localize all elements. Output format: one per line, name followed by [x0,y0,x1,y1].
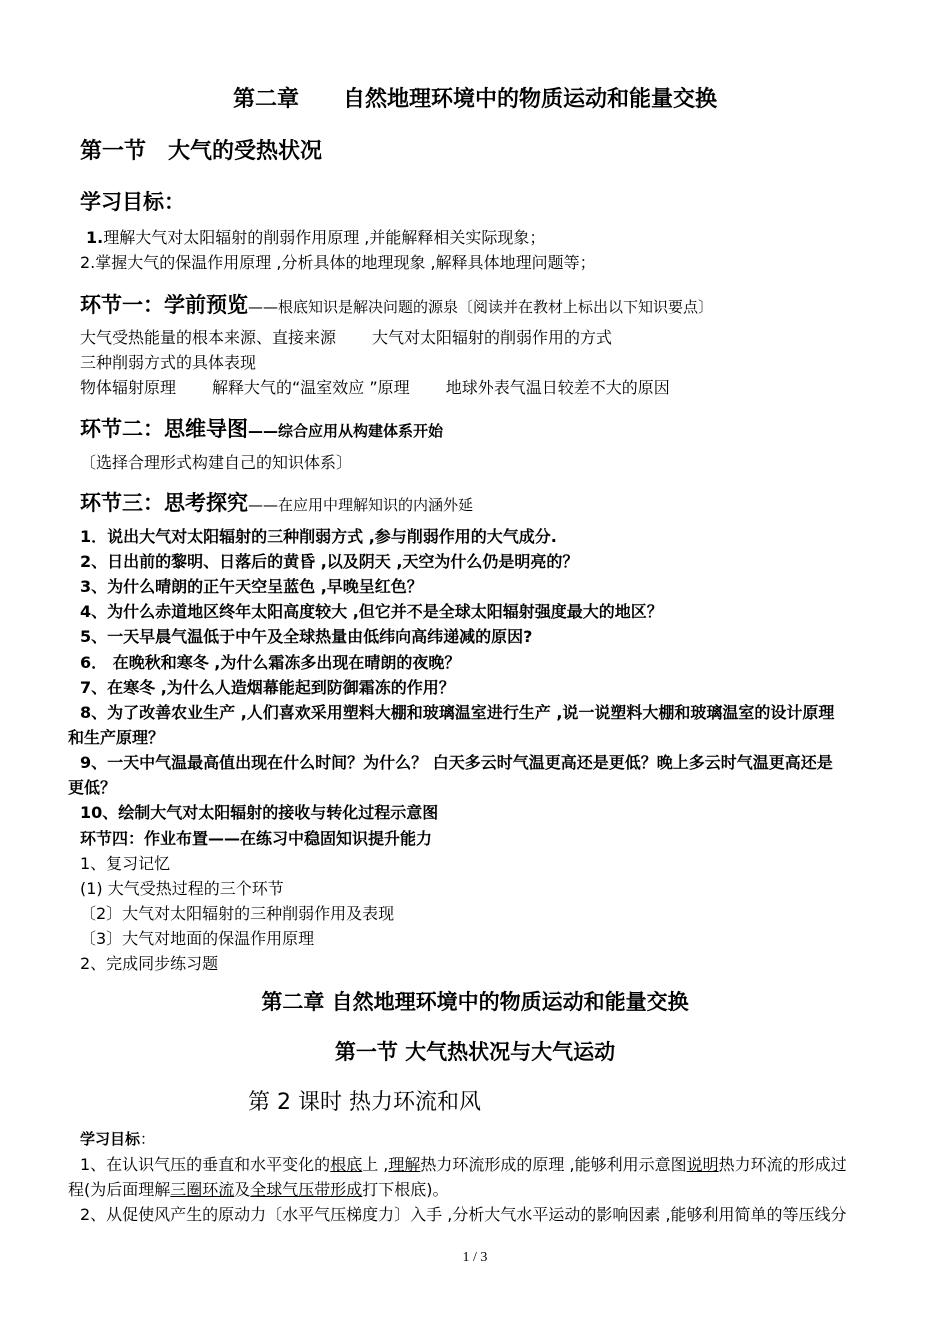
goal2-1-underline-three-cells: 三圈环流 [170,1180,235,1199]
page-number: 1 / 3 [462,1250,488,1265]
step2-heading-line [80,413,443,443]
goal2-1-line2-text-c: 及 [234,1180,251,1199]
goal2-1-text-g: 热力环流的形成过 [718,1155,847,1174]
homework-item-2: 2、完成同步练习题 [80,954,219,973]
goal2-1-line-1 [80,1152,847,1175]
goals-heading: 学习目标： [80,190,185,214]
homework-item-1-2: 〔2〕大气对太阳辐射的三种削弱作用及表现 [80,904,395,923]
question-9-line-2: 更低？ [68,778,117,797]
goal-1-text: 理解大气对太阳辐射的削弱作用原理 ,并能解释相关实际现象； [103,228,546,247]
goal2-2-line-1: 2、从促使风产生的原动力〔水平气压梯度力〕入手 ,分析大气水平运动的影响因素 ,能够利用简单的等压线分 [80,1205,847,1224]
point-energy-source: 大气受热能量的根本来源、直接来源 [80,328,337,347]
goal2-1-line2-text-a: 程(为后面理解 [68,1180,171,1199]
goal2-1-text-a: 1、在认识气压的垂直和水平变化的 [80,1155,331,1174]
section-title: 第一节 大气的受热状况 [80,139,323,164]
question-9-line-1: 9、一天中气温最高值出现在什么时间？为什么？ 白天多云时气温更高还是更低？晚上多云时气温更高还是 [80,753,833,772]
question-2: 2、日出前的黎明、日落后的黄昏 ,以及阴天 ,天空为什么仍是明亮的？ [80,552,579,571]
question-5: 5、一天早晨气温低于中午及全球热量由低纬向高纬递减的原因? [80,627,533,646]
chapter-title: 第二章 自然地理环境中的物质运动和能量交换 [232,87,717,112]
goal2-1-underline-understand: 理解 [388,1155,421,1174]
step1-heading-line [80,289,713,319]
goal2-1-underline-foundation: 根底 [330,1155,363,1174]
section-title-2: 第一节 大气热状况与大气运动 [334,1040,616,1064]
step2-sub: ——综合应用从构建体系开始 [248,422,444,440]
point-diurnal-range: 地球外表气温日较差不大的原因 [445,378,670,397]
goal2-1-line2-text-e: 打下根底)。 [362,1180,449,1199]
point-radiation-principle: 物体辐射原理 [80,378,177,397]
question-1: 1．说出大气对太阳辐射的三种削弱方式 ,参与削弱作用的大气成分. [80,527,557,546]
step4-heading: 环节四：作业布置——在练习中稳固知识提升能力 [80,829,433,848]
goal-1-number: 1. [86,228,104,247]
goal2-1-underline-explain: 说明 [686,1155,719,1174]
step2-heading: 环节二：思维导图 [80,417,248,441]
goal-1 [86,225,545,248]
point-weakening-forms: 三种削弱方式的具体表现 [80,353,257,372]
step1-points-row-3 [80,375,670,398]
step3-heading-line [80,487,473,517]
question-10: 10、绘制大气对太阳辐射的接收与转化过程示意图 [80,803,439,822]
question-3: 3、为什么晴朗的正午天空呈蓝色 ,早晚呈红色？ [80,577,423,596]
goal2-1-text-c: 上 , [362,1155,389,1174]
question-8-line-2: 和生产原理？ [68,728,165,747]
point-greenhouse: 解释大气的“温室效应 ”原理 [212,378,410,397]
homework-item-1-1: (1) 大气受热过程的三个环节 [80,879,284,898]
question-6: 6． 在晚秋和寒冬 ,为什么霜冻多出现在晴朗的夜晚？ [80,653,461,672]
goals-heading-2: 学习目标 [80,1130,141,1148]
homework-item-1: 1、复习记忆 [80,854,171,873]
chapter-title-2: 第二章 自然地理环境中的物质运动和能量交换 [261,990,689,1014]
goal2-1-text-e: 热力环流形成的原理 ,能够利用示意图 [420,1155,687,1174]
lesson-title: 第 2 课时 热力环流和风 [248,1090,481,1115]
step1-sub: ——根底知识是解决问题的源泉〔阅读并在教材上标出以下知识要点〕 [248,298,714,316]
step3-heading: 环节三：思考探究 [80,491,248,515]
question-4: 4、为什么赤道地区终年太阳高度较大 ,但它并不是全球太阳辐射强度最大的地区？ [80,602,663,621]
step1-points-row-1 [80,325,612,348]
goal2-1-underline-pressure-belts: 全球气压带形成 [250,1180,363,1199]
goals-heading-2-colon: ： [140,1130,156,1148]
step2-note: 〔选择合理形式构建自己的知识体系〕 [80,453,353,472]
question-8-line-1: 8、为了改善农业生产 ,人们喜欢采用塑料大棚和玻璃温室进行生产 ,说一说塑料大棚和玻璃温室的设计原理 [80,703,835,722]
goal2-1-line-2 [68,1177,449,1200]
step3-sub: ——在应用中理解知识的内涵外延 [248,496,474,514]
goals-heading-2-line [80,1128,155,1149]
step1-heading: 环节一：学前预览 [80,293,248,317]
homework-item-1-3: 〔3〕大气对地面的保温作用原理 [80,929,315,948]
goal-2: 2.掌握大气的保温作用原理 ,分析具体的地理现象 ,解释具体地理问题等； [80,253,596,272]
point-weakening-ways: 大气对太阳辐射的削弱作用的方式 [372,328,613,347]
question-7: 7、在寒冬 ,为什么人造烟幕能起到防御霜冻的作用？ [80,678,455,697]
